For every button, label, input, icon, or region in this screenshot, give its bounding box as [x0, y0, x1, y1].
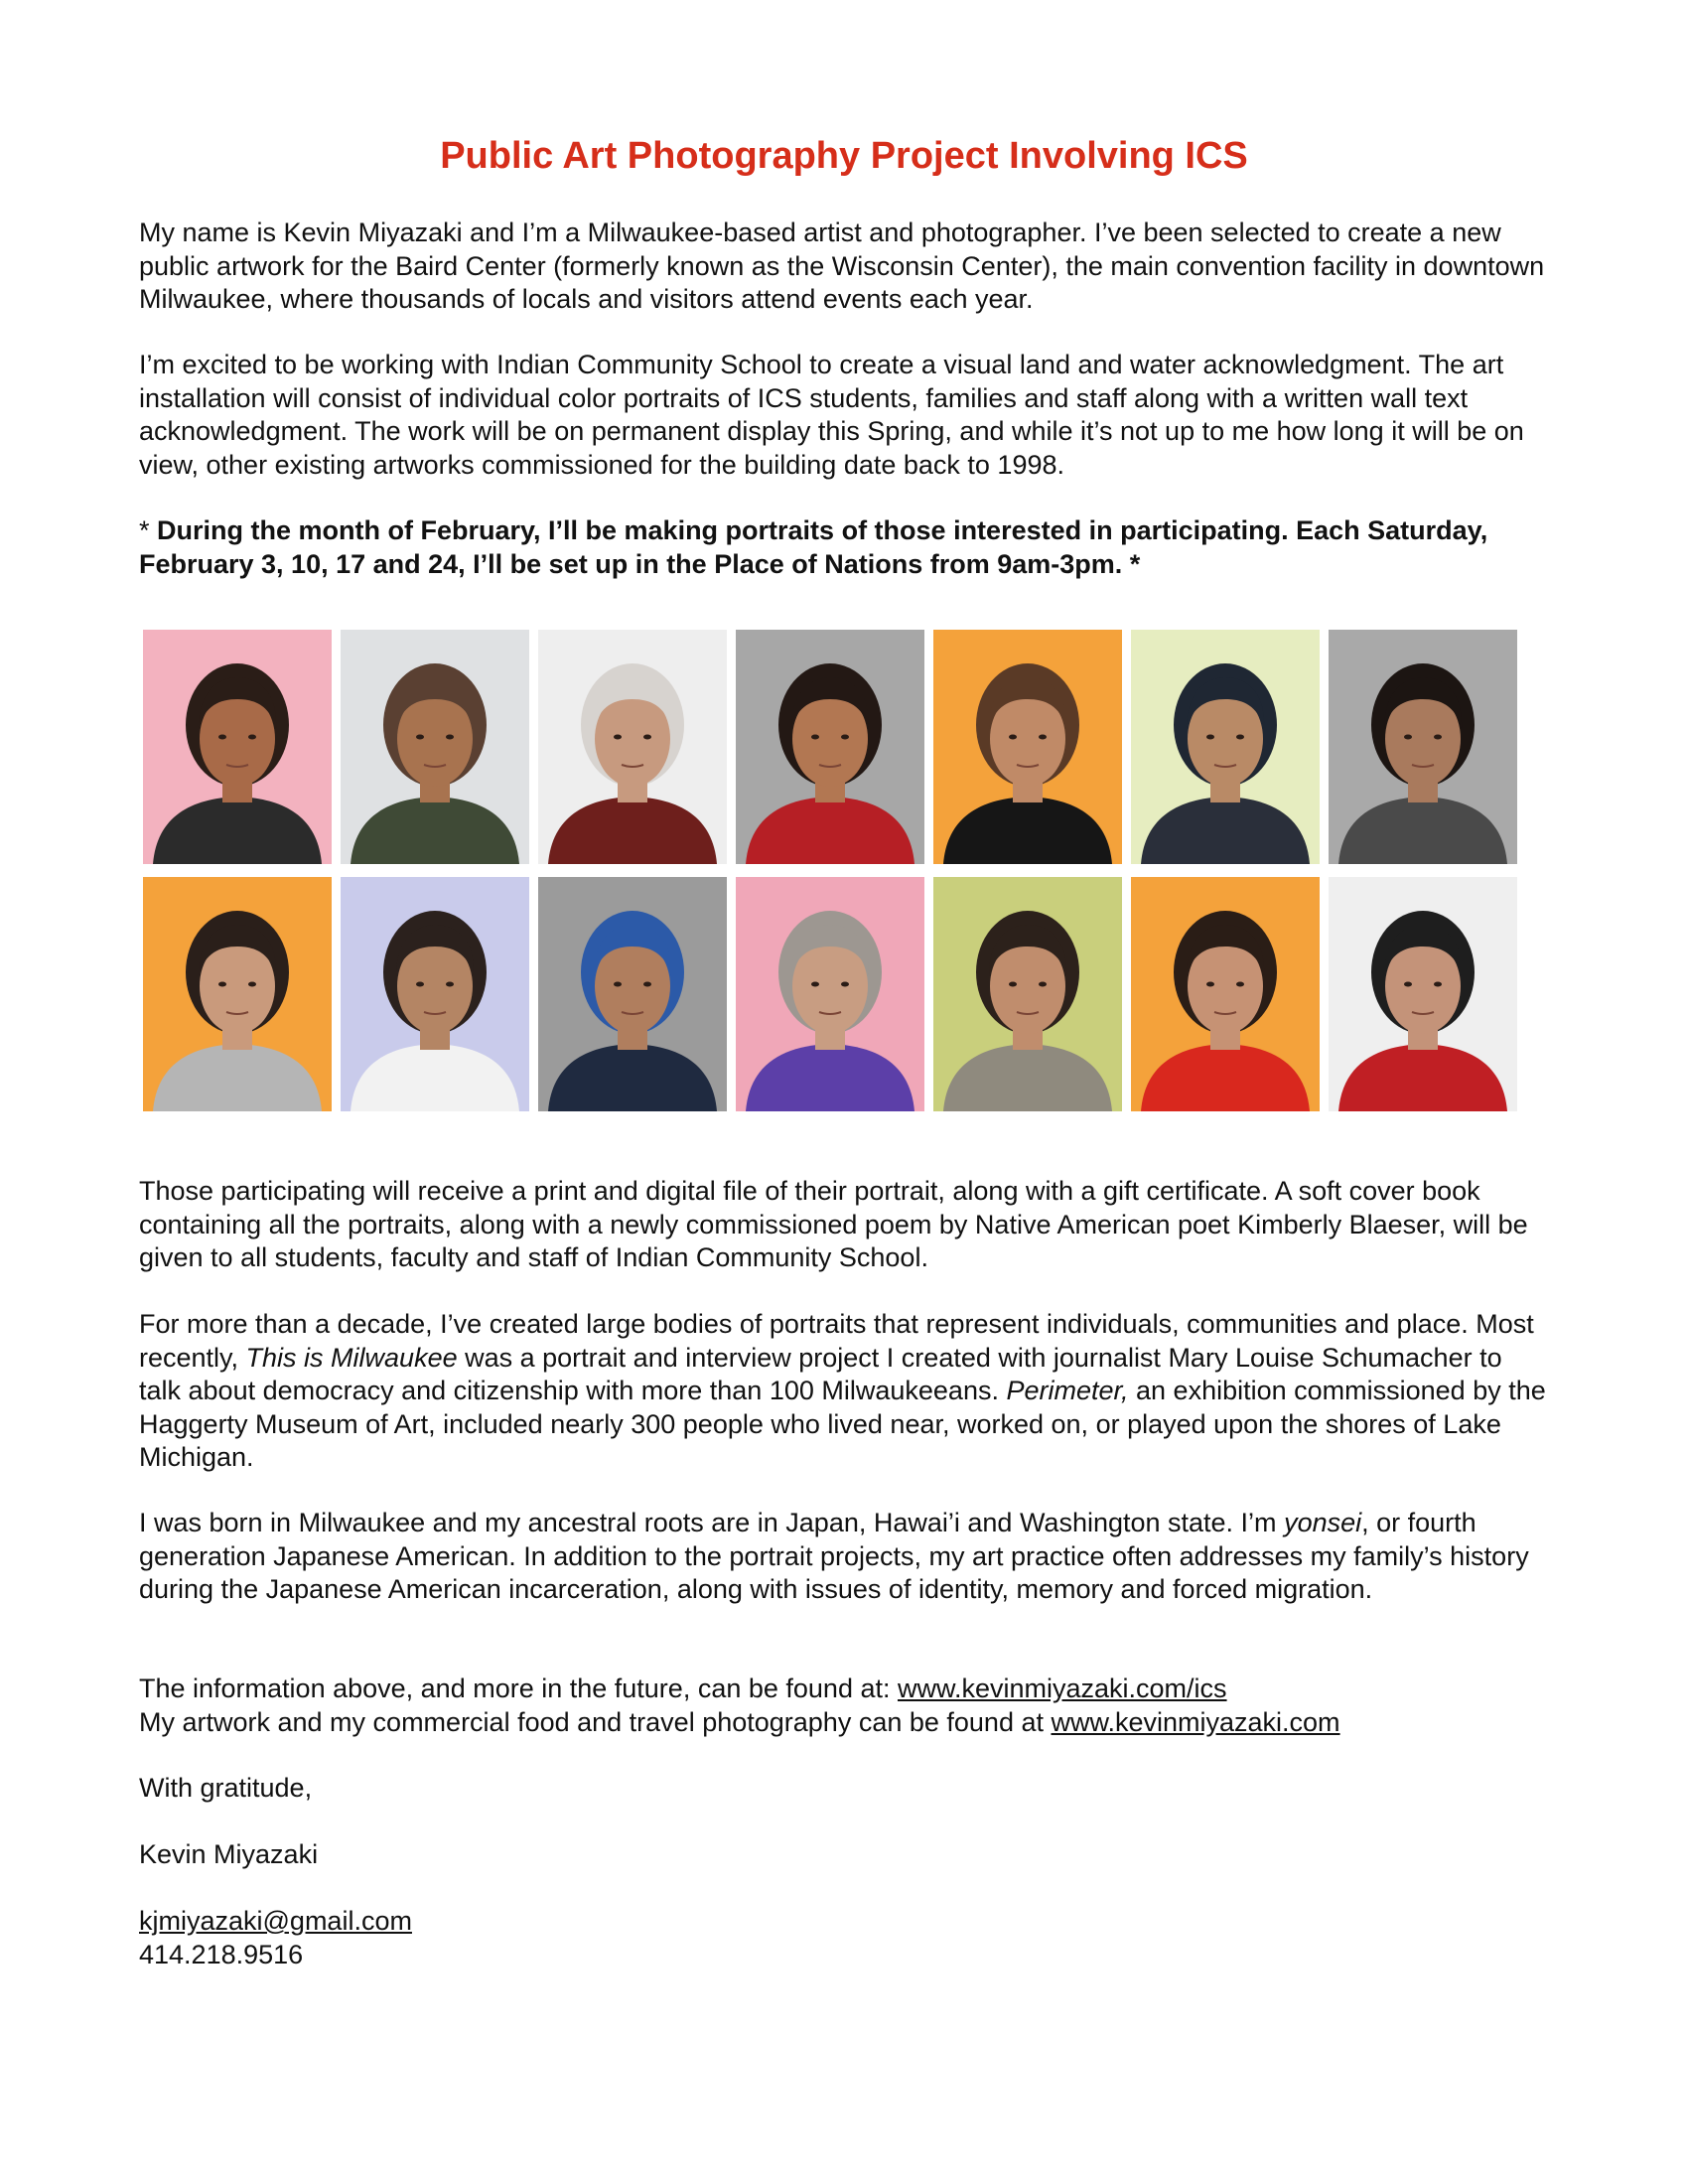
artwork-line	[139, 1706, 1549, 1740]
signature-name: Kevin Miyazaki	[139, 1839, 319, 1869]
portrait-photo	[341, 877, 529, 1111]
background-paragraph	[139, 1507, 1549, 1607]
background-text-2: , or fourth generation Japanese American. In addition to the portrait projects, my art practice often addresses my family’s history during the Japanese American incarceration, along with issues of identity, memory and forced migration.	[139, 1508, 1529, 1604]
portrait-photo	[1329, 630, 1517, 864]
closing-text: With gratitude,	[139, 1773, 313, 1803]
background-text-1: I was born in Milwaukee and my ancestral roots are in Japan, Hawai’i and Washington state. I’m	[139, 1508, 1285, 1537]
history-text-3: an exhibition commissioned by the Haggerty Museum of Art, included nearly 300 people who lived near, worked on, or played upon the shores of Lake Michigan.	[139, 1376, 1546, 1472]
portrait-photo	[143, 877, 332, 1111]
intro-paragraph: My name is Kevin Miyazaki and I’m a Milwaukee-based artist and photographer. I’ve been selected to create a new public artwork for the Baird Center (formerly known as the Wisconsin Center), the main convention facility in downtown Milwaukee, where thousands of locals and visitors attend events each year.	[139, 218, 1545, 314]
portrait-photo	[933, 630, 1122, 864]
portrait-photo	[538, 630, 727, 864]
portrait-photo	[341, 630, 529, 864]
website-link[interactable]: www.kevinmiyazaki.com	[1051, 1706, 1340, 1737]
history-text-1: For more than a decade, I’ve created large bodies of portraits that represent individuals, communities and place. Most recently,	[139, 1309, 1534, 1373]
schedule-prefix: *	[139, 515, 158, 545]
ics-page-link[interactable]: www.kevinmiyazaki.com/ics	[897, 1674, 1227, 1703]
info-text: The information above, and more in the future, can be found at:	[139, 1674, 898, 1703]
history-text-2: was a portrait and interview project I created with journalist Mary Louise Schumacher to talk about democracy and citizenship with more than 100 Milwaukeeans.	[139, 1342, 1502, 1405]
contact-block	[139, 1905, 1549, 1971]
portrait-photo	[1131, 630, 1320, 864]
page-title: Public Art Photography Project Involving ICS	[440, 135, 1248, 177]
portrait-grid	[143, 630, 1523, 1111]
portrait-photo	[143, 630, 332, 864]
portrait-photo	[538, 877, 727, 1111]
info-line	[139, 1673, 1549, 1706]
portrait-photo	[1131, 877, 1320, 1111]
portrait-photo	[933, 877, 1122, 1111]
collaboration-paragraph: I’m excited to be working with Indian Community School to create a visual land and water acknowledgment. The art installation will consist of individual color portraits of ICS students, families and staff along with a written wall text acknowledgment. The work will be on permanent display this Spring, and while it’s not up to me how long it will be on view, other existing artworks commissioned for the building date back to 1998.	[139, 350, 1524, 480]
portrait-photo	[1329, 877, 1517, 1111]
project-title-perimeter: Perimeter,	[1006, 1376, 1129, 1405]
email-link[interactable]: kjmiyazaki@gmail.com	[139, 1906, 412, 1936]
schedule-paragraph	[139, 514, 1549, 581]
benefits-paragraph: Those participating will receive a print and digital file of their portrait, along with a gift certificate. A soft cover book containing all the portraits, along with a newly commissioned poem by Native American poet Kimberly Blaeser, will be given to all students, faculty and staff of Indian Community School.	[139, 1176, 1528, 1272]
phone-number: 414.218.9516	[139, 1939, 304, 1969]
portrait-photo	[736, 877, 924, 1111]
history-paragraph	[139, 1308, 1549, 1475]
yonsei-term: yonsei	[1284, 1508, 1362, 1537]
links-paragraph	[139, 1673, 1549, 1739]
portrait-photo	[736, 630, 924, 864]
schedule-text: During the month of February, I’ll be making portraits of those interested in participating. Each Saturday, February 3, 10, 17 and 24, I’ll be set up in the Place of Nations from 9am-3pm. *	[139, 515, 1488, 579]
project-title-this-is-milwaukee: This is Milwaukee	[245, 1342, 458, 1373]
artwork-text: My artwork and my commercial food and travel photography can be found at	[139, 1706, 1052, 1737]
